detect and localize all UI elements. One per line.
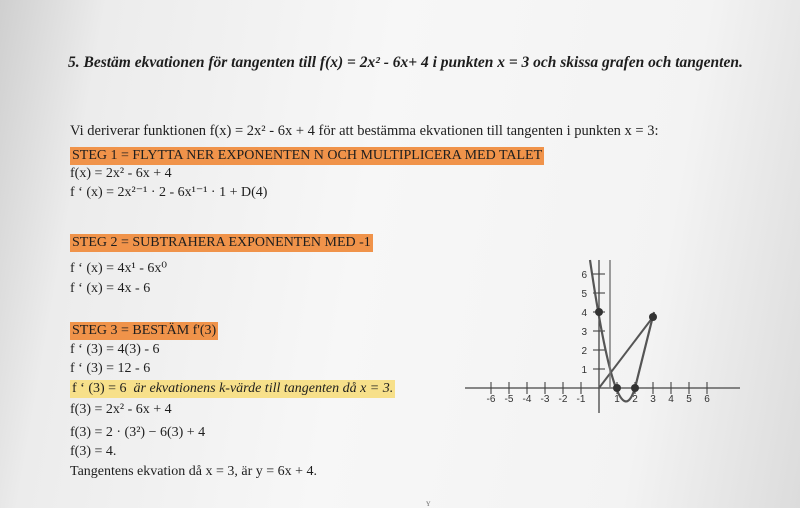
step3-line-1: f ‘ (3) = 4(3) - 6 (70, 342, 160, 357)
step1-line-1: f(x) = 2x² - 6x + 4 (70, 166, 172, 181)
y-tick-label: 3 (581, 327, 587, 338)
step1-title-wrap (70, 147, 544, 165)
x-tick-label: 2 (632, 394, 638, 405)
y-tick-label: 2 (581, 346, 587, 357)
footer-mark: ʏ (426, 498, 431, 508)
step2-title-wrap (70, 234, 373, 252)
point-root-1 (613, 384, 621, 392)
y-tick-label: 1 (581, 365, 587, 376)
y-tick-label: 4 (581, 308, 587, 319)
x-tick-label: 1 (614, 394, 620, 405)
x-tick-label: -3 (540, 394, 550, 405)
step3-highlight-line (70, 380, 395, 398)
step3-line-3: f ‘ (3) = 6 (72, 381, 127, 396)
step3-line-7: f(3) = 4. (70, 444, 117, 459)
step3-title-wrap (70, 322, 218, 340)
graph (460, 255, 745, 415)
intro-text: Vi deriverar funktionen f(x) = 2x² - 6x + 4 för att bestämma ekvationen till tangenten i punkten x = 3: (70, 123, 659, 139)
step2-title: STEG 2 = SUBTRAHERA EXPONENTEN MED -1 (72, 235, 371, 250)
x-tick-label: 5 (686, 394, 692, 405)
point-tangent (649, 313, 657, 321)
x-tick-label: -5 (504, 394, 514, 405)
x-tick-label: 3 (650, 394, 656, 405)
step2-line-2: f ‘ (x) = 4x - 6 (70, 281, 151, 296)
k-value-note: är ekvationens k-värde till tangenten då x = 3. (133, 381, 394, 396)
point-y-intercept (595, 308, 603, 316)
x-tick-label: -6 (486, 394, 496, 405)
y-tick-label: 5 (581, 289, 587, 300)
point-root-2 (631, 384, 639, 392)
step1-line-2: f ‘ (x) = 2x²⁻¹ · 2 - 6x¹⁻¹ · 1 + D(4) (70, 185, 268, 200)
step3-line-5: f(3) = 2x² - 6x + 4 (70, 402, 172, 417)
conclusion: Tangentens ekvation då x = 3, är y = 6x + 4. (70, 464, 318, 479)
x-tick-label: -1 (576, 394, 586, 405)
x-tick-label: -2 (558, 394, 568, 405)
step2-line-1: f ‘ (x) = 4x¹ - 6x⁰ (70, 261, 168, 276)
x-tick-label: -4 (522, 394, 532, 405)
step1-title: STEG 1 = FLYTTA NER EXPONENTEN N OCH MULTIPLICERA MED TALET (72, 148, 543, 163)
step3-highlight (70, 380, 395, 398)
x-tick-label: 4 (668, 394, 674, 405)
x-tick-label: 6 (704, 394, 710, 405)
step3-title: STEG 3 = BESTÄM f'(3) (72, 323, 217, 338)
step3-line-2: f ‘ (3) = 12 - 6 (70, 361, 151, 376)
task-heading: 5. Bestäm ekvationen för tangenten till f(x) = 2x² - 6x+ 4 i punkten x = 3 och skissa grafen och tangenten. (68, 54, 743, 71)
y-tick-label: 6 (581, 270, 587, 281)
step3-line-6: f(3) = 2 · (3²) − 6(3) + 4 (70, 425, 206, 440)
